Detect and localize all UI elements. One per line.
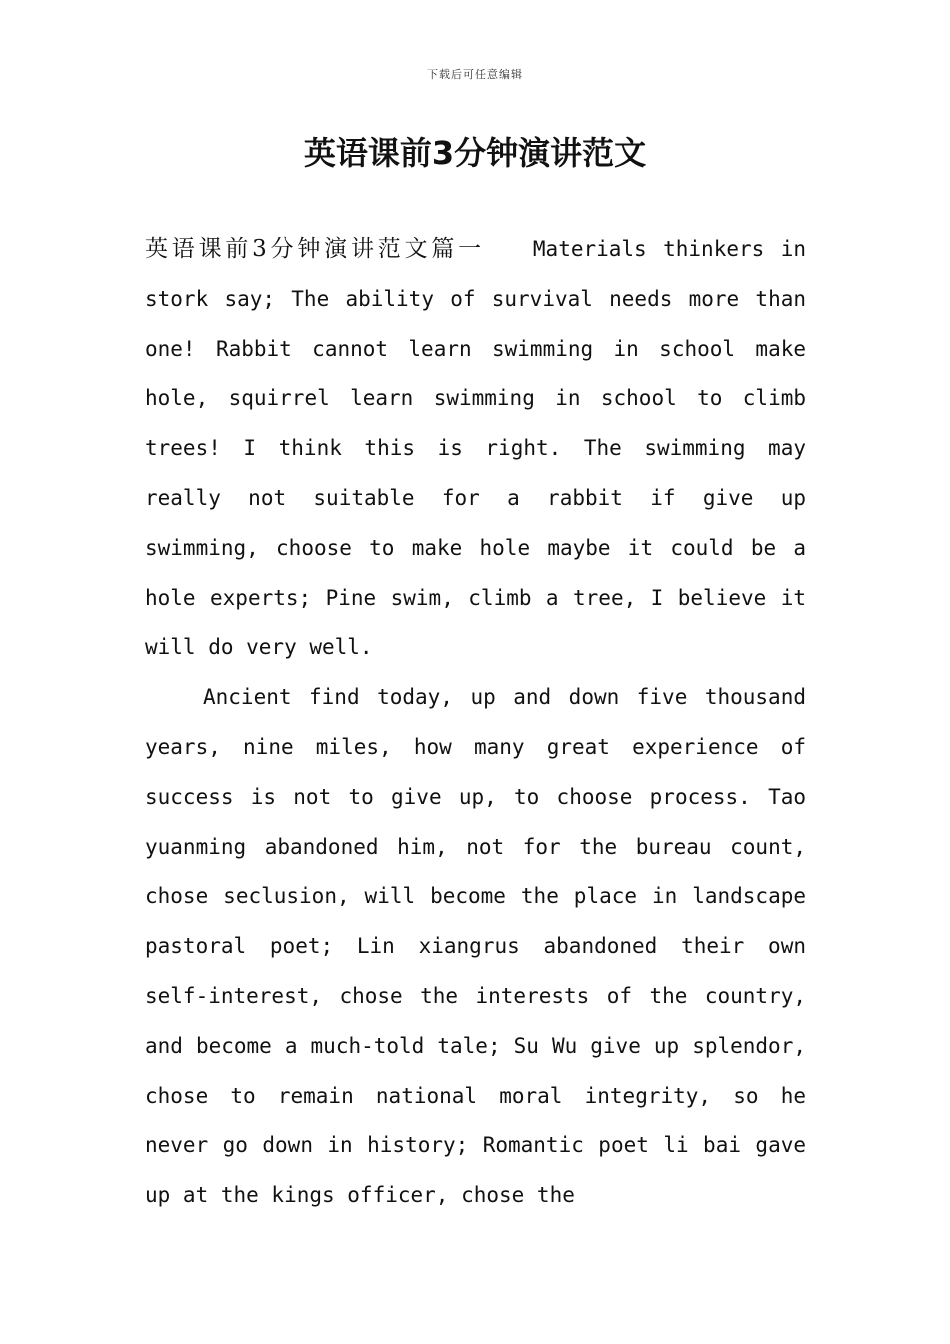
section-heading: 英语课前3分钟演讲范文篇一: [145, 236, 485, 262]
document-title: 英语课前3分钟演讲范文: [303, 134, 647, 172]
paragraph-1: [145, 225, 806, 673]
header-note: 下载后可任意编辑: [427, 68, 523, 81]
document-body: [145, 225, 806, 1221]
paragraph-2: Ancient find today, up and down five thousand years, nine miles, how many great experience of success is not to give up, to choose process. Tao yuanming abandoned him, not for the bureau count, chose seclusion, will become the place in landscape pastoral poet; Lin xiangrus abandoned their own self-interest, chose the interests of the country, and become a much-told tale; Su Wu give up splendor, chose to remain national moral integrity, so he never go down in history; Romantic poet li bai gave up at the kings officer, chose the: [145, 685, 806, 1208]
paragraph-1-text: Materials thinkers in stork say; The ability of survival needs more than one! Rabbit cannot learn swimming in school make hole, squirrel learn swimming in school to climb trees! I think this is right. The swimming may really not suitable for a rabbit if give up swimming, choose to make hole maybe it could be a hole experts; Pine swim, climb a tree, I believe it will do very well.: [145, 237, 806, 660]
